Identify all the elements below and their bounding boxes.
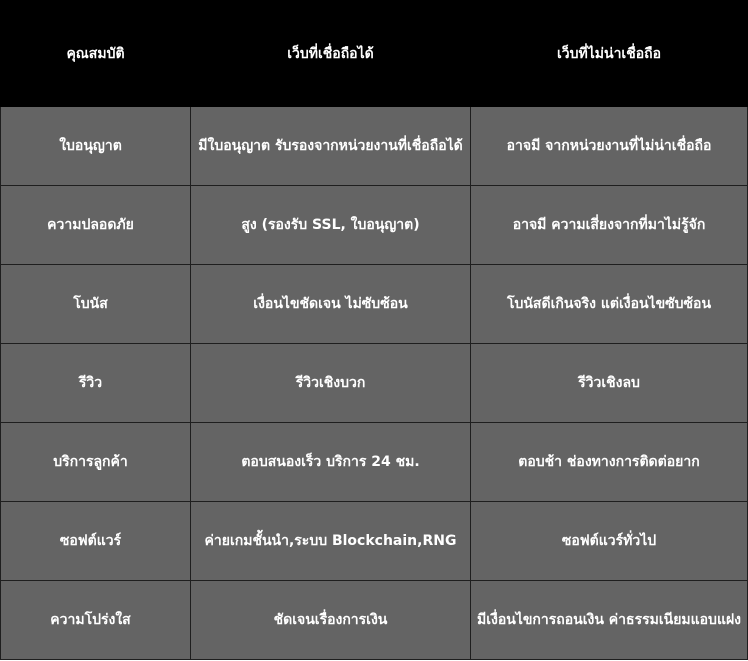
untrusted-cell: รีวิวเชิงลบ (471, 344, 748, 423)
header-attribute: คุณสมบัติ (1, 1, 191, 107)
attribute-cell: โบนัส (1, 265, 191, 344)
trusted-cell: มีใบอนุญาต รับรองจากหน่วยงานที่เชื่อถือได้ (191, 107, 471, 186)
attribute-cell: ความโปร่งใส (1, 581, 191, 660)
trusted-cell: ชัดเจนเรื่องการเงิน (191, 581, 471, 660)
header-trusted: เว็บที่เชื่อถือได้ (191, 1, 471, 107)
trusted-cell: ค่ายเกมชั้นนำ,ระบบ Blockchain,RNG (191, 502, 471, 581)
attribute-cell: ใบอนุญาต (1, 107, 191, 186)
trusted-cell: สูง (รองรับ SSL, ใบอนุญาต) (191, 186, 471, 265)
trusted-cell: เงื่อนไขชัดเจน ไม่ซับซ้อน (191, 265, 471, 344)
header-row (1, 1, 748, 107)
header-untrusted: เว็บที่ไม่น่าเชื่อถือ (471, 1, 748, 107)
untrusted-cell: ซอฟต์แวร์ทั่วไป (471, 502, 748, 581)
untrusted-cell: อาจมี จากหน่วยงานที่ไม่น่าเชื่อถือ (471, 107, 748, 186)
attribute-cell: รีวิว (1, 344, 191, 423)
table-row (1, 344, 748, 423)
trusted-cell: ตอบสนองเร็ว บริการ 24 ชม. (191, 423, 471, 502)
untrusted-cell: ตอบช้า ช่องทางการติดต่อยาก (471, 423, 748, 502)
table-row (1, 423, 748, 502)
untrusted-cell: โบนัสดีเกินจริง แต่เงื่อนไขซับซ้อน (471, 265, 748, 344)
attribute-cell: ซอฟต์แวร์ (1, 502, 191, 581)
trusted-cell: รีวิวเชิงบวก (191, 344, 471, 423)
table-row (1, 186, 748, 265)
table-row (1, 107, 748, 186)
table-row (1, 581, 748, 660)
table-row (1, 502, 748, 581)
untrusted-cell: มีเงื่อนไขการถอนเงิน ค่าธรรมเนียมแอบแฝง (471, 581, 748, 660)
attribute-cell: บริการลูกค้า (1, 423, 191, 502)
attribute-cell: ความปลอดภัย (1, 186, 191, 265)
table-row (1, 265, 748, 344)
untrusted-cell: อาจมี ความเสี่ยงจากที่มาไม่รู้จัก (471, 186, 748, 265)
